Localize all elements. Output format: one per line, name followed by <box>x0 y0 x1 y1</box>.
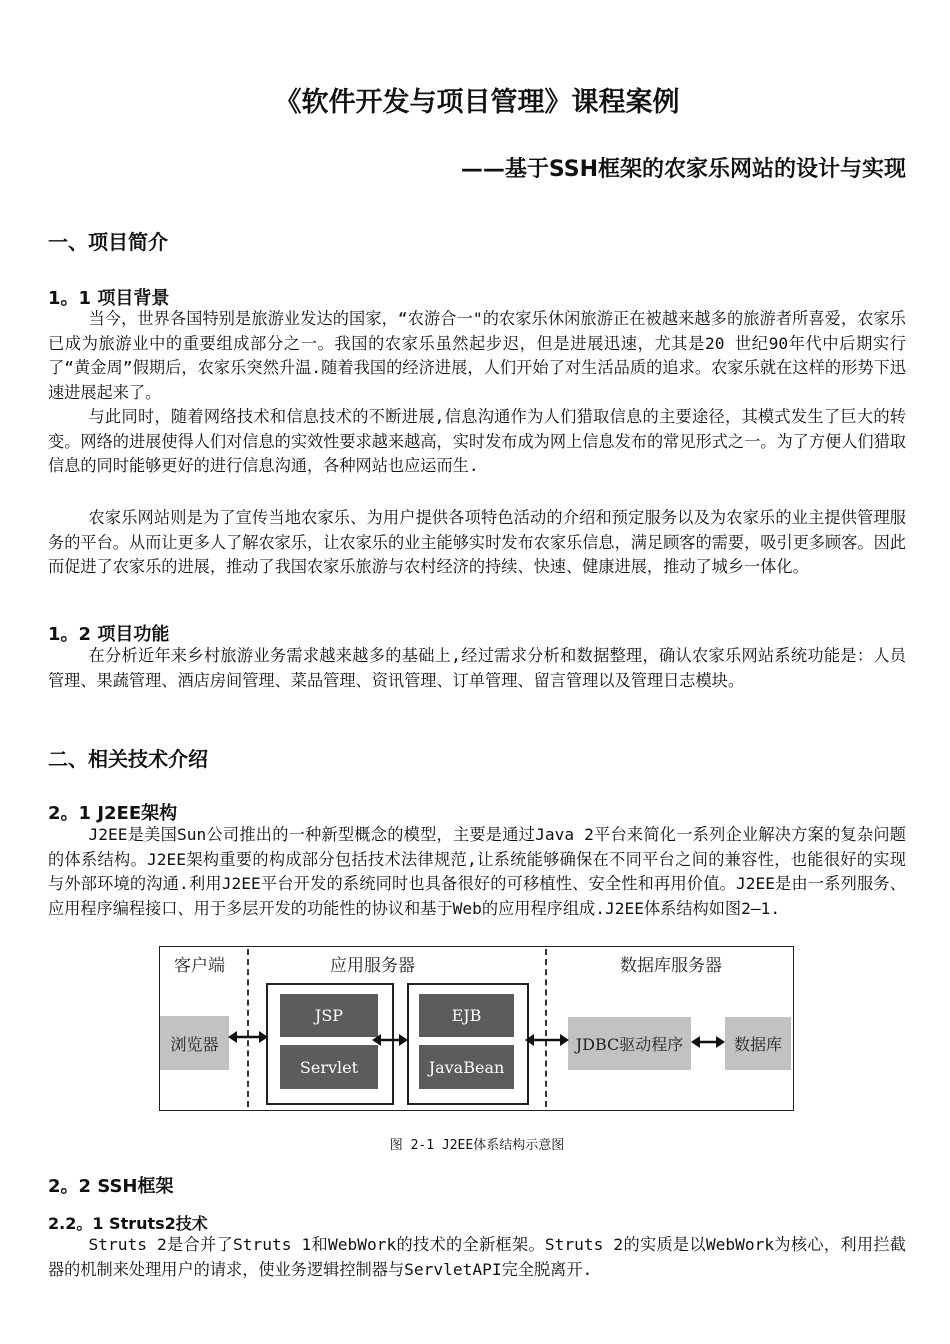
figure-caption: 图 2-1 J2EE体系结构示意图 <box>389 1138 565 1153</box>
subsection-heading-ssh: 2。2 SSH框架 <box>48 1176 174 1197</box>
bidirectional-arrow-icon <box>228 1029 268 1045</box>
database-box: 数据库 <box>725 1017 791 1070</box>
jdbc-driver-box: JDBC驱动程序 <box>568 1017 691 1070</box>
document-subtitle: ——基于SSH框架的农家乐网站的设计与实现 <box>460 157 906 182</box>
tier-divider-left <box>247 949 249 1107</box>
paragraph-j2ee: J2EE是美国Sun公司推出的一种新型概念的模型，主要是通过Java 2平台来简化一系列企业解决方案的复杂问题的体系结构。J2EE架构重要的构成部分包括技术法律规范,让系统能够确保在不同平台之间的兼容性，也能很好的实现与外部环境的沟通.利用J2EE平台开发的系统同时也具备很好的可移植性、安全性和再用价值。J2EE是由一系列服务、应用程序编程接口、用于多层开发的功能性的协议和基于Web的应用程序组成.J2EE体系结构如图2—1. <box>48 825 906 918</box>
paragraph-background-2: 与此同时，随着网络技术和信息技术的不断进展,信息沟通作为人们猎取信息的主要途径，其模式发生了巨大的转变。网络的进展使得人们对信息的实效性要求越来越高，实时发布成为网上信息发布的常见形式之一。为了方便人们猎取信息的同时能够更好的进行信息沟通，各种网站也应运而生. <box>48 407 906 475</box>
tier-divider-right <box>545 949 547 1107</box>
subsection-heading-functions: 1。2 项目功能 <box>48 624 170 645</box>
bidirectional-arrow-icon <box>691 1034 725 1050</box>
bidirectional-arrow-icon <box>372 1032 408 1048</box>
document-title: 《软件开发与项目管理》课程案例 <box>274 87 680 118</box>
bidirectional-arrow-icon <box>525 1032 569 1048</box>
browser-box: 浏览器 <box>160 1016 229 1070</box>
client-tier-label: 客户端 <box>174 956 225 976</box>
paragraph-functions: 在分析近年来乡村旅游业务需求越来越多的基础上,经过需求分析和数据整理，确认农家乐网站系统功能是：人员管理、果蔬管理、酒店房间管理、菜品管理、资讯管理、订单管理、留言管理以及管理日志模块。 <box>48 646 906 690</box>
section-heading-tech: 二、相关技术介绍 <box>48 747 208 771</box>
paragraph-background-3: 农家乐网站则是为了宣传当地农家乐、为用户提供各项特色活动的介绍和预定服务以及为农家乐的业主提供管理服务的平台。从而让更多人了解农家乐，让农家乐的业主能够实时发布农家乐信息，满足顾客的需要，吸引更多顾客。因此而促进了农家乐的进展，推动了我国农家乐旅游与农村经济的持续、快速、健康进展，推动了城乡一体化。 <box>48 508 906 576</box>
javabean-box: JavaBean <box>419 1045 514 1089</box>
db-server-tier-label: 数据库服务器 <box>620 956 722 976</box>
subsection-heading-j2ee: 2。1 J2EE架构 <box>48 803 178 824</box>
jsp-box: JSP <box>280 994 378 1037</box>
section-heading-intro: 一、项目简介 <box>48 230 168 254</box>
app-server-tier-label: 应用服务器 <box>330 956 415 976</box>
subsubsection-heading-struts2: 2.2。1 Struts2技术 <box>48 1214 208 1233</box>
j2ee-architecture-diagram <box>159 946 794 1111</box>
paragraph-background-1: 当今，世界各国特别是旅游业发达的国家，“农游合一"的农家乐休闲旅游正在被越来越多的旅游者所喜爱，农家乐已成为旅游业中的重要组成部分之一。我国的农家乐虽然起步迟，但是进展迅速，尤其是20 世纪90年代中后期实行了“黄金周”假期后，农家乐突然升温.随着我国的经济进展，人们开始了对生活品质的追求。农家乐就在这样的形势下迅速进展起来了。 <box>48 309 906 402</box>
servlet-box: Servlet <box>280 1045 378 1089</box>
ejb-box: EJB <box>419 994 514 1037</box>
paragraph-struts2: Struts 2是合并了Struts 1和WebWork的技术的全新框架。Struts 2的实质是以WebWork为核心，利用拦截器的机制来处理用户的请求，使业务逻辑控制器与ServletAPI完全脱离开. <box>48 1235 906 1279</box>
subsection-heading-background: 1。1 项目背景 <box>48 288 170 309</box>
